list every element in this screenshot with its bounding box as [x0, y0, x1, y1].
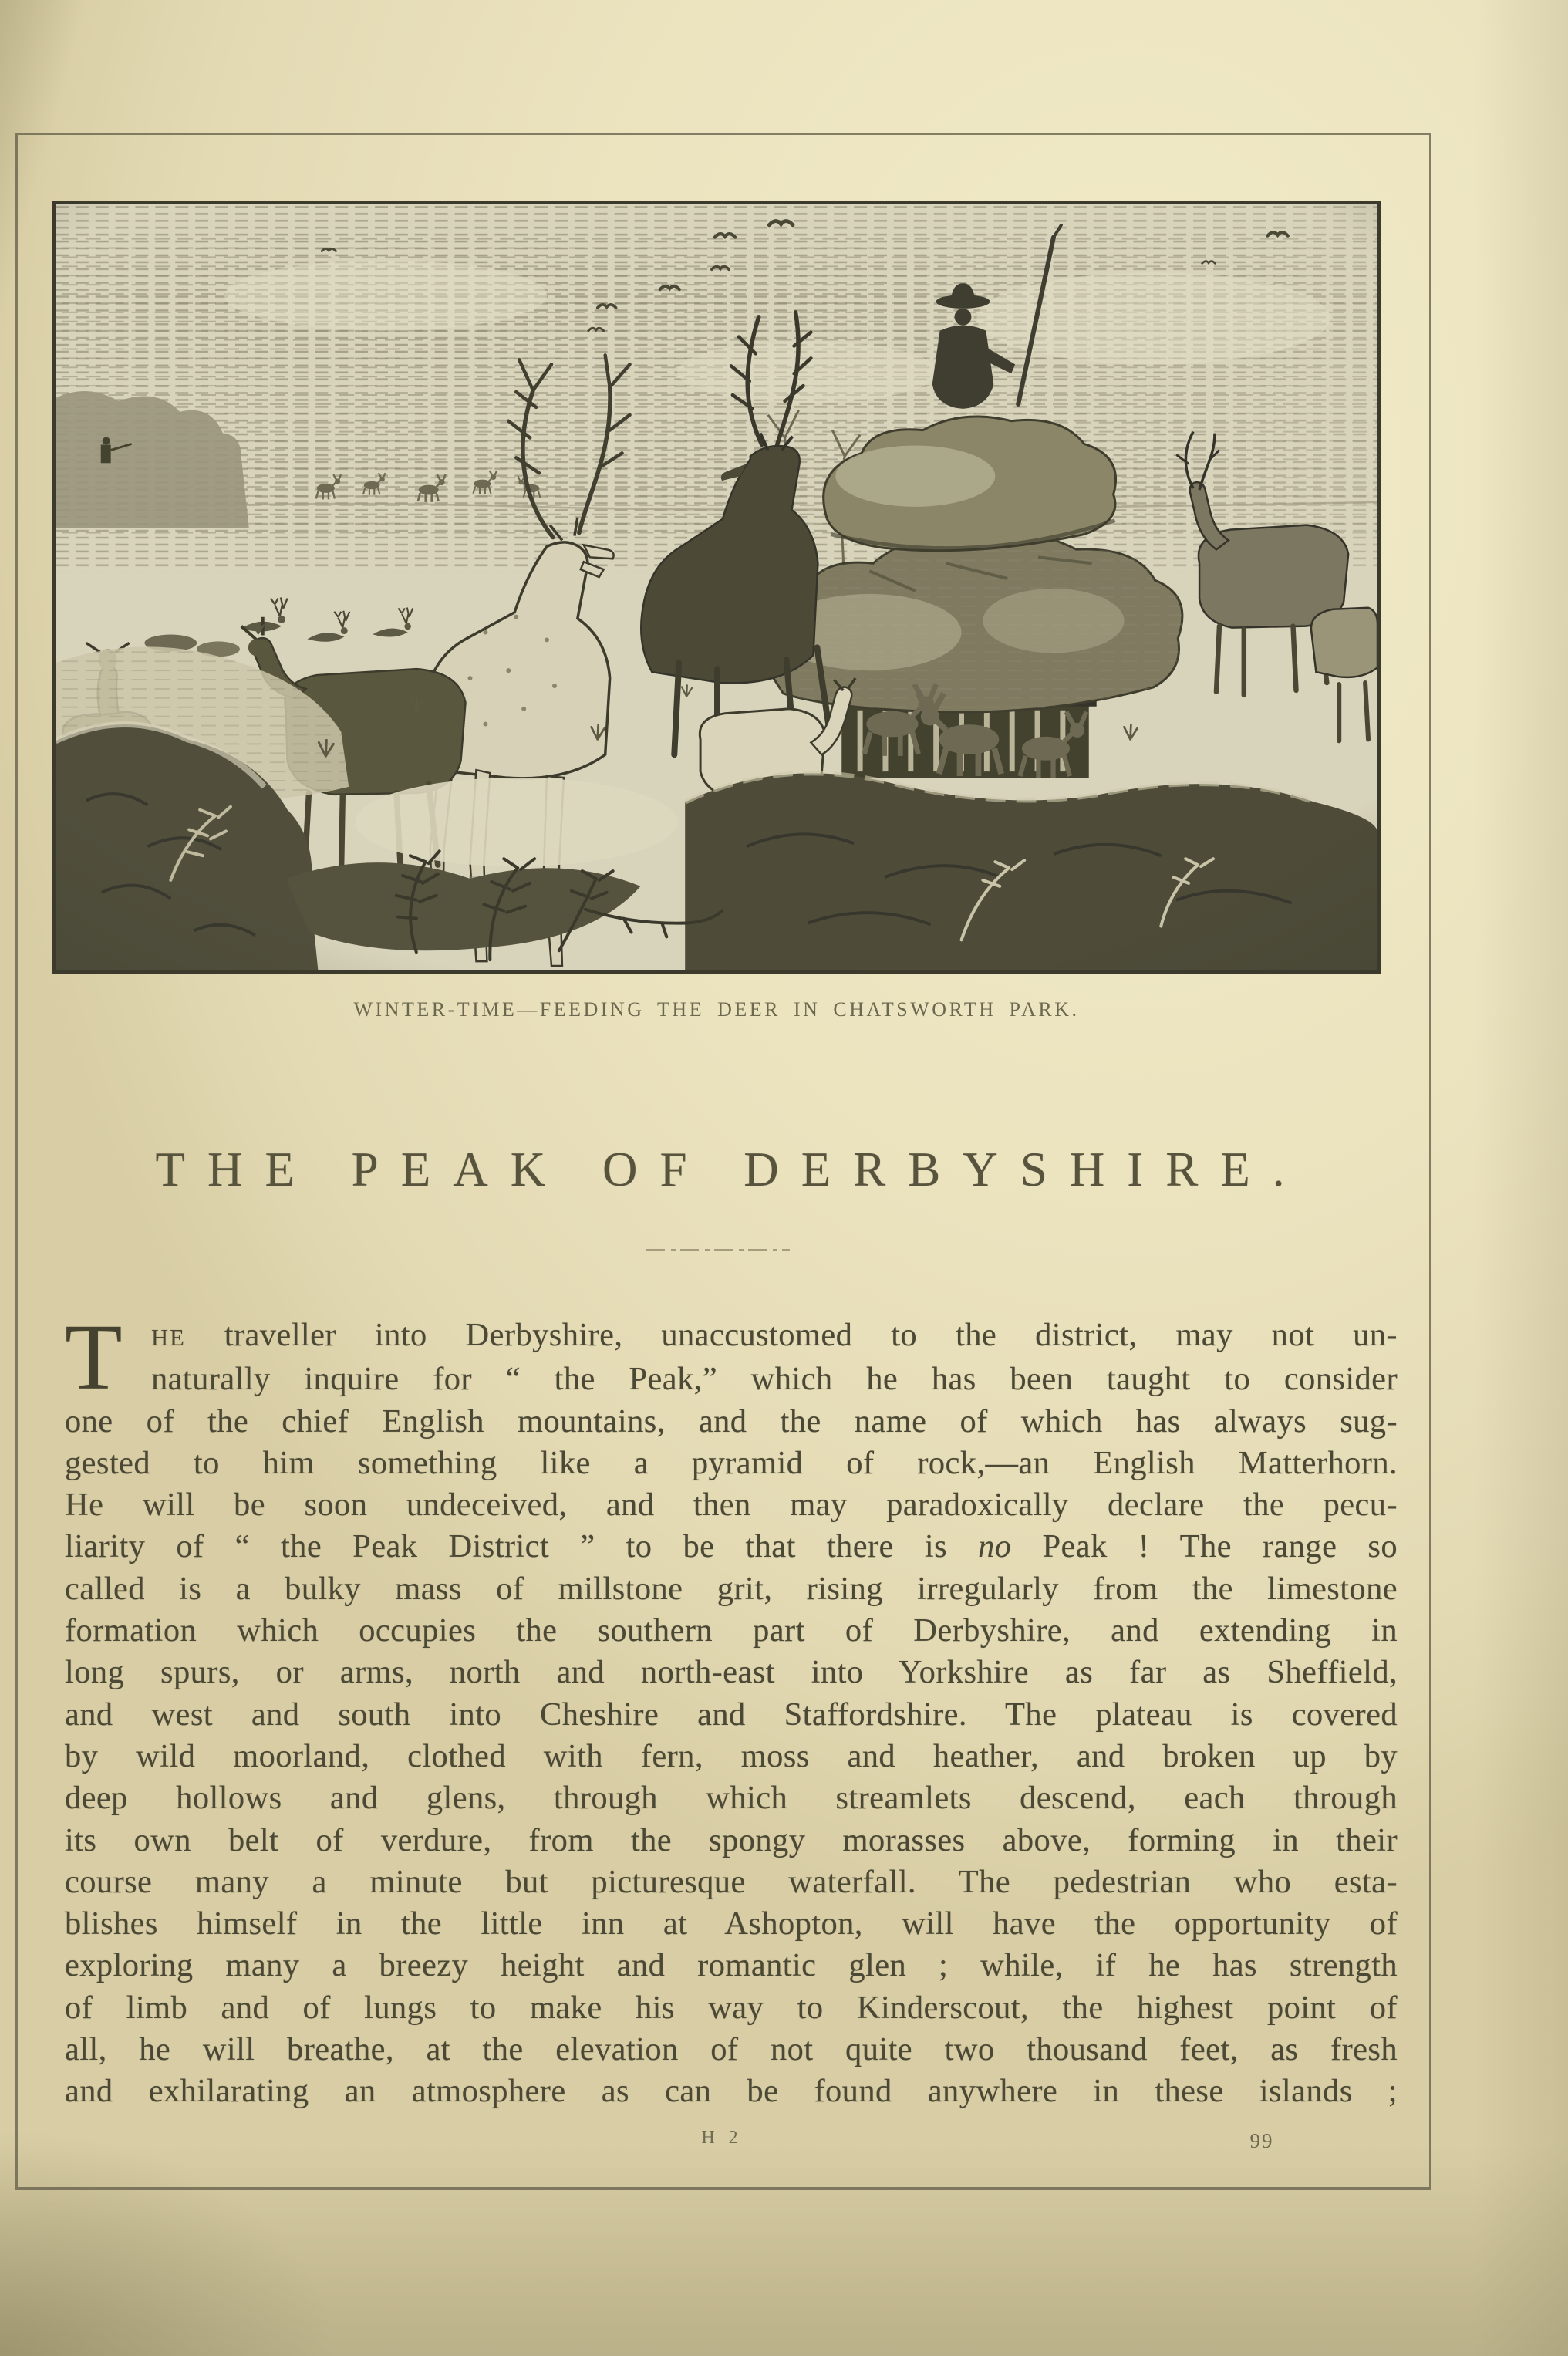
- chapter-title: THE PEAK OF DERBYSHIRE.: [155, 1143, 1307, 1197]
- body-line: liarity of “ the Peak District ” to be that there is no Peak ! The range so: [65, 1528, 1398, 1565]
- body-line: course many a minute but picturesque waterfall. The pedestrian who esta-: [65, 1863, 1398, 1900]
- body-line: and exhilarating an atmosphere as can be found anywhere in these islands ;: [65, 2073, 1398, 2110]
- body-line: and west and south into Cheshire and Staffordshire. The plateau is covered: [65, 1696, 1398, 1733]
- body-line: of limb and of lungs to make his way to Kinderscout, the highest point of: [65, 1989, 1398, 2026]
- body-line: called is a bulky mass of millstone grit, rising irregularly from the limestone: [65, 1570, 1398, 1607]
- body-line: deep hollows and glens, through which streamlets descend, each through: [65, 1780, 1398, 1817]
- body-lines: [65, 1305, 1398, 2113]
- title-divider: [646, 1249, 790, 1251]
- printer-signature: H 2: [701, 2128, 743, 2148]
- body-line: all, he will breathe, at the elevation of not quite two thousand feet, as fresh: [65, 2031, 1398, 2068]
- engraving-illustration: [52, 201, 1381, 974]
- illustration-caption: WINTER-TIME—FEEDING THE DEER IN CHATSWORTH PARK.: [353, 998, 1080, 1021]
- body-line: exploring many a breezy height and romantic glen ; while, if he has strength: [65, 1947, 1398, 1984]
- page-number: 99: [1249, 2129, 1274, 2152]
- body-line: long spurs, or arms, north and north-east into Yorkshire as far as Sheffield,: [65, 1654, 1398, 1691]
- body-text: [65, 1305, 1398, 2113]
- body-line: He will be soon undeceived, and then may paradoxically declare the pecu-: [65, 1487, 1398, 1524]
- body-line: HE traveller into Derbyshire, unaccustomed to the district, may not un-: [151, 1317, 1398, 1353]
- engraving-svg: [56, 204, 1377, 970]
- body-line: blishes himself in the little inn at Ashopton, will have the opportunity of: [65, 1905, 1398, 1943]
- body-line: formation which occupies the southern part of Derbyshire, and extending in: [65, 1612, 1398, 1649]
- body-line: gested to him something like a pyramid of rock,—an English Matterhorn.: [65, 1444, 1398, 1481]
- body-line: one of the chief English mountains, and the name of which has always sug-: [65, 1402, 1398, 1440]
- body-line: by wild moorland, clothed with fern, moss and heather, and broken up by: [65, 1737, 1398, 1774]
- body-line: naturally inquire for “ the Peak,” which he has been taught to consider: [151, 1361, 1398, 1398]
- body-line: its own belt of verdure, from the spongy morasses above, forming in their: [65, 1821, 1398, 1858]
- drop-cap: T: [65, 1305, 123, 1409]
